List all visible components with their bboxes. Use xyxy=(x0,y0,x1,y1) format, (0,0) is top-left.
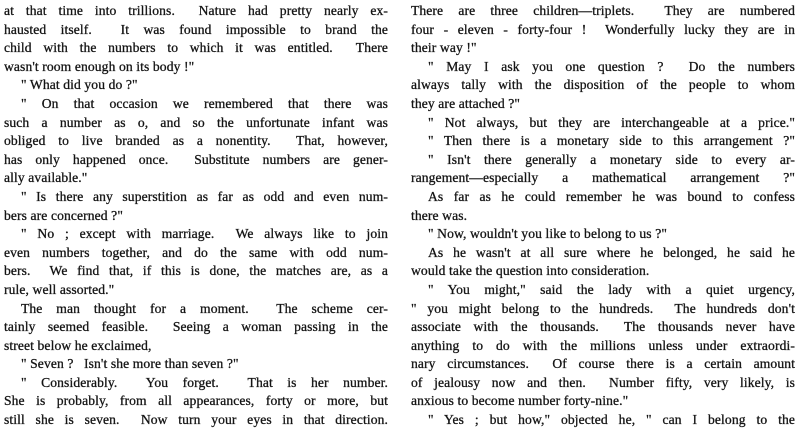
text-line: " Seven ? Isn't she more than seven ?" xyxy=(21,356,239,372)
paragraph xyxy=(4,188,388,225)
paragraph xyxy=(411,225,795,244)
paragraph xyxy=(4,355,388,374)
text-line: even numbers together, and do the same with odd num- xyxy=(4,244,388,260)
text-line: As he wasn't at all sure where he belonged, he said he xyxy=(428,244,795,260)
text-line: anxious to become number forty-nine." xyxy=(411,393,629,409)
text-line: " Yes ; but how," objected he, " can I belong to the xyxy=(428,412,795,428)
paragraph xyxy=(4,2,388,76)
paragraph xyxy=(411,151,795,188)
text-line: nary circumstances. Of course there is a certain amount xyxy=(411,356,795,372)
text-line: " No ; except with marriage. We always like to join xyxy=(21,226,388,242)
text-line: rule, well assorted." xyxy=(4,281,115,297)
text-line: " May I ask you one question ? Do the numbers xyxy=(428,58,795,74)
text-line: associate with the thousands. The thousands never have xyxy=(411,319,795,335)
text-line: bers. We find that, if this is done, the matches are, as a xyxy=(4,263,388,279)
text-line: " What did you do ?" xyxy=(21,77,138,93)
text-line: " Isn't there generally a monetary side to every ar- xyxy=(428,151,795,167)
text-line: As far as he could remember he was bound to confess xyxy=(428,188,795,204)
text-line: " Then there is a monetary side to this arrangement ?" xyxy=(428,133,795,149)
text-line: at that time into trillions. Nature had pretty nearly ex- xyxy=(4,3,388,18)
paragraph xyxy=(411,2,795,58)
text-line: still she is seven. Now turn your eyes in that direction. xyxy=(4,412,388,428)
paragraph xyxy=(411,132,795,151)
paragraph xyxy=(4,374,388,430)
text-line: ally available." xyxy=(4,170,88,186)
text-line: " Considerably. You forget. That is her number. xyxy=(21,374,388,390)
text-line: four - eleven - forty-four ! Wonderfully lucky they are in xyxy=(411,21,795,37)
text-line: hausted itself. It was found impossible to brand the xyxy=(4,21,388,37)
paragraph xyxy=(411,244,795,281)
text-line: " Not always, but they are interchangeable at a price." xyxy=(428,114,795,130)
text-line: rangement—especially a mathematical arrangement ?" xyxy=(411,170,795,186)
text-line: has only happened once. Substitute numbers are gener- xyxy=(4,151,388,167)
paragraph xyxy=(411,411,795,430)
paragraph xyxy=(4,225,388,299)
text-line: bers are concerned ?" xyxy=(4,207,123,223)
text-line: their way !" xyxy=(411,40,477,56)
paragraph xyxy=(4,95,388,188)
text-line: tainly seemed feasible. Seeing a woman passing in the xyxy=(4,319,388,335)
paragraph xyxy=(4,76,388,95)
text-line: The man thought for a moment. The scheme cer- xyxy=(21,300,388,316)
text-column-left xyxy=(4,2,388,431)
text-line: " you might belong to the hundreds. The hundreds don't xyxy=(411,300,795,316)
text-line: child with the numbers to which it was entitled. There xyxy=(4,40,388,56)
text-line: always tally with the disposition of the people to whom xyxy=(411,77,795,93)
text-line: " Is there any superstition as far as odd and even num- xyxy=(21,188,388,204)
paragraph xyxy=(411,58,795,114)
text-line: they are attached ?" xyxy=(411,95,521,111)
paragraph xyxy=(411,188,795,225)
text-line: street below he exclaimed, xyxy=(4,337,152,353)
text-line: " You might," said the lady with a quiet urgency, xyxy=(428,281,795,297)
text-line: of jealousy now and then. Number fifty, very likely, is xyxy=(411,374,795,390)
text-column-right xyxy=(411,2,795,431)
text-line: obliged to live branded as a nonentity. That, however, xyxy=(4,133,388,149)
text-line: There are three children—triplets. They are numbered xyxy=(411,3,795,18)
text-line: wasn't room enough on its body !" xyxy=(4,58,195,74)
text-line: anything to do with the millions unless under extraordi- xyxy=(411,337,795,353)
paragraph xyxy=(411,114,795,133)
paragraph xyxy=(4,300,388,356)
text-line: would take the question into consideration. xyxy=(411,263,650,279)
text-line: She is probably, from all appearances, forty or more, but xyxy=(4,393,388,409)
paragraph xyxy=(411,281,795,411)
text-line: there was. xyxy=(411,207,468,223)
text-line: such a number as o, and so the unfortunate infant was xyxy=(4,114,388,130)
text-line: " On that occasion we remembered that there was xyxy=(21,95,388,111)
text-line: " Now, wouldn't you like to belong to us ?" xyxy=(428,226,667,242)
